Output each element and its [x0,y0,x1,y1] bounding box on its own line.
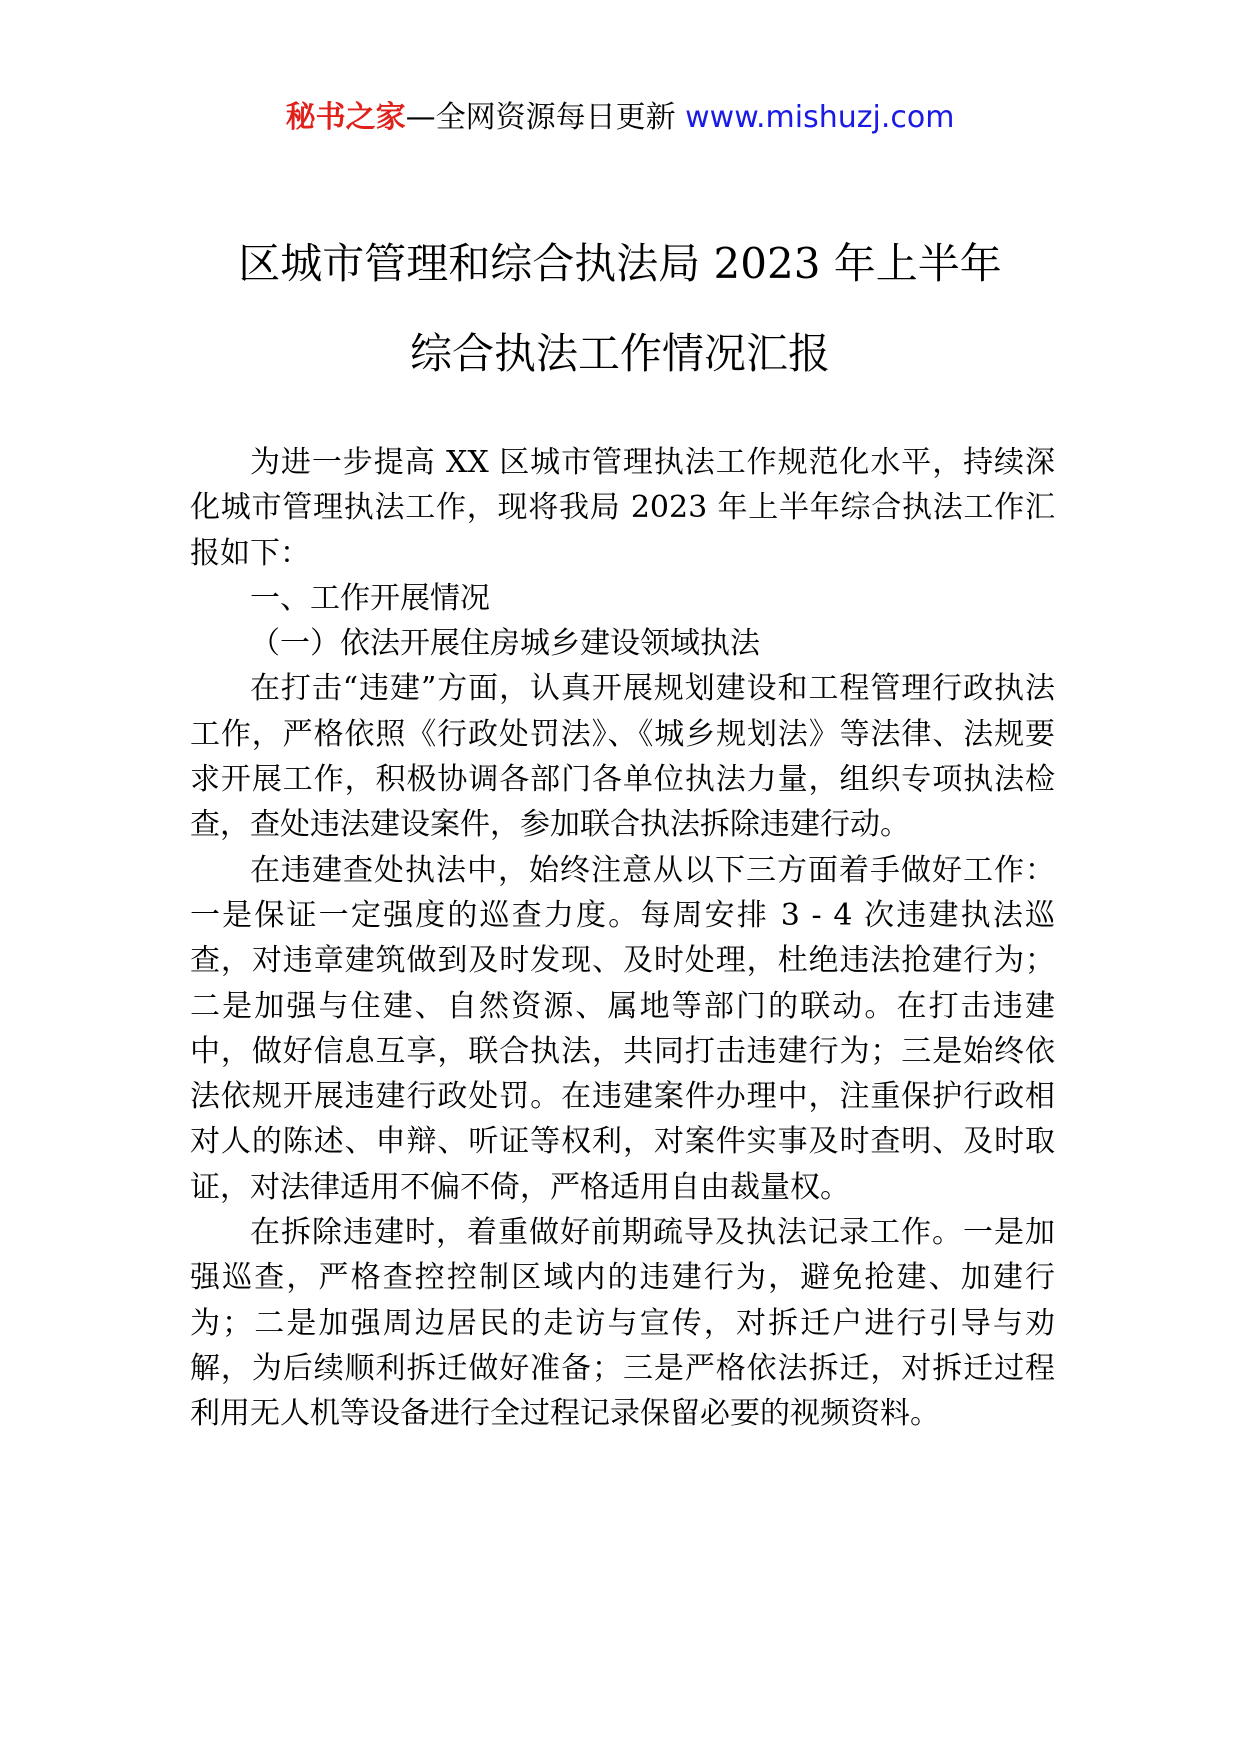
subsection-heading: （一）依法开展住房城乡建设领域执法 [250,626,760,662]
body-paragraph: 在打击“违建”方面，认真开展规划建设和工程管理行政执法工作，严格依照《行政处罚法》、《城乡规划法》等法律、法规要求开展工作，积极协调各部门各单位执法力量，组织专项执法检查，查处违法建设案件，参加联合执法拆除违建行动。 [190,671,1055,843]
site-url-link[interactable]: www.mishuzj.com [685,100,955,135]
body-paragraph: 在拆除违建时，着重做好前期疏导及执法记录工作。一是加强巡查，严格查控控制区域内的违建行为，避免抢建、加建行为；二是加强周边居民的走访与宣传，对拆迁户进行引导与劝解，为后续顺利拆迁做好准备；三是严格依法拆迁，对拆迁过程利用无人机等设备进行全过程记录保留必要的视频资料。 [190,1215,1055,1432]
site-tagline: —全网资源每日更新 [405,100,676,135]
body-paragraph: 在违建查处执法中，始终注意从以下三方面着手做好工作：一是保证一定强度的巡查力度。每周安排 3 - 4 次违建执法巡查，对违章建筑做到及时发现、及时处理，杜绝违法抢建行为；二是加强与住建、自然资源、属地等部门的联动。在打击违建中，做好信息互享，联合执法，共同打击违建行为；三是始终依法依规开展违建行政处罚。在违建案件办理中，注重保护行政相对人的陈述、申辩、听证等权利，对案件实事及时查明、及时取证，对法律适用不偏不倚，严格适用自由裁量权。 [190,852,1055,1205]
document-title-line-1: 区城市管理和综合执法局 2023 年上半年 [238,239,1002,288]
site-header [0,98,1240,138]
intro-paragraph: 为进一步提高 XX 区城市管理执法工作规范化水平，持续深化城市管理执法工作，现将我局 2023 年上半年综合执法工作汇报如下： [190,445,1055,571]
document-body [190,440,1055,1437]
section-heading: 一、工作开展情况 [250,580,490,616]
document-title-line-2: 综合执法工作情况汇报 [409,329,830,378]
site-brand: 秘书之家 [285,100,406,135]
